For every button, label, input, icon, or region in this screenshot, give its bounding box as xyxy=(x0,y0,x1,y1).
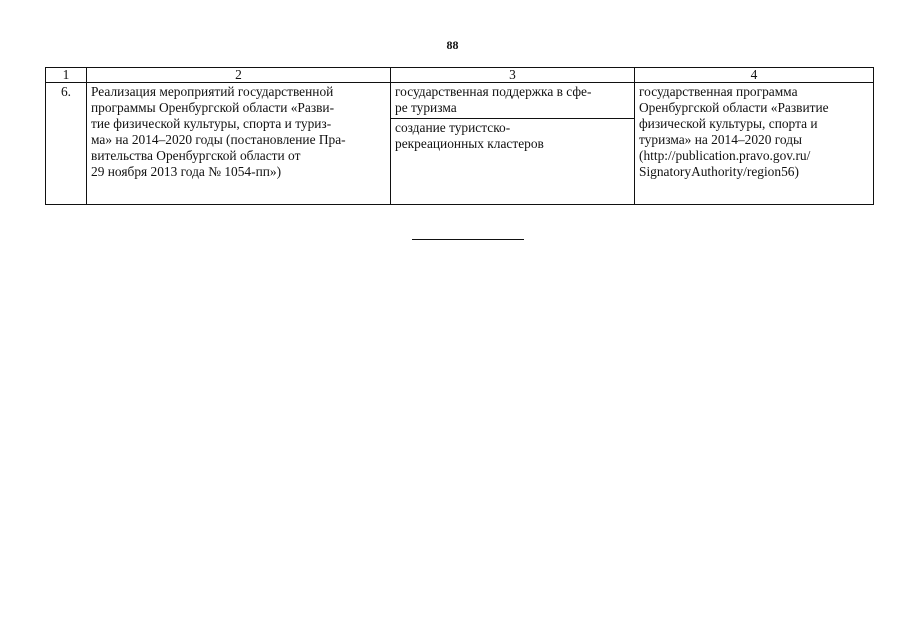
program-text: государственная программа Оренбургской области «Развитие физической культуры, спорта и туризма» на 2014–2020 годы (http://publication.pravo.gov.ru/ SignatoryAuthority/region56) xyxy=(639,84,829,179)
document-table xyxy=(45,67,874,205)
program-cell xyxy=(635,83,874,205)
end-divider xyxy=(412,239,524,240)
header-col-2: 2 xyxy=(87,68,391,83)
table-header-row xyxy=(46,68,874,83)
header-col-3: 3 xyxy=(391,68,635,83)
direction-cell xyxy=(391,83,635,205)
row-number: 6. xyxy=(46,83,87,205)
direction-top-text: государственная поддержка в сфе- ре туризма xyxy=(391,83,634,119)
direction-bottom-text: создание туристско- рекреационных кластеров xyxy=(395,120,544,151)
header-col-4: 4 xyxy=(635,68,874,83)
measure-cell xyxy=(87,83,391,205)
table-row xyxy=(46,83,874,205)
measure-text: Реализация мероприятий государственной программы Оренбургской области «Разви- тие физической культуры, спорта и туриз- ма» на 2014–2020 годы (постановление Пра- вительства Оренбургской области от 29 ноября 2013 года № 1054-пп») xyxy=(91,84,346,179)
page-number: 88 xyxy=(446,38,459,52)
header-col-1: 1 xyxy=(46,68,87,83)
